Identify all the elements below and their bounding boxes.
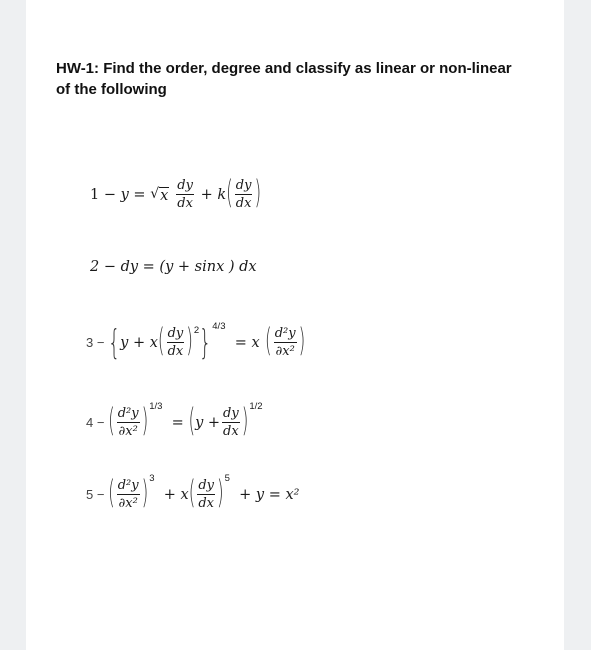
- equation-3: 3 − { y + x ( $\frac{dy}{dx}$ ) 2 } 4/3 = x ( $\frac{\text{d²y}}{\text{∂x²}}$ ): [86, 321, 306, 363]
- fraction-dy-dx: $\frac{dy}{dx}$: [177, 178, 193, 211]
- power-a: 3: [149, 473, 155, 484]
- equation-1-y: y: [120, 186, 129, 203]
- square-root: √ x: [150, 185, 169, 204]
- power-right: 1/2: [249, 401, 263, 412]
- fraction-dy-dx-paren: $\frac{dy}{dx}$: [235, 178, 252, 211]
- fraction-dy-dx: $\frac{dy}{dx}$: [223, 406, 239, 439]
- equation-2-text: 2 − dy = (y + sinx ) dx: [90, 259, 257, 275]
- equation-5: 5 − ( $\frac{\text{d²y}}{\text{∂x²}}$ ) 3 + x ( $\frac{dy}{dx}$ ) 5 + y = x²: [86, 473, 300, 513]
- constant-k: k: [217, 186, 227, 203]
- outer-power: 4/3: [212, 321, 226, 332]
- equation-5-label: 5: [86, 487, 94, 502]
- document-page: [26, 0, 564, 650]
- inner-power: 2: [193, 325, 200, 336]
- power-b: 5: [224, 473, 230, 484]
- homework-title: HW-1: Find the order, degree and classify as linear or non-linear of the following: [56, 60, 512, 98]
- equation-4-label: 4: [86, 415, 94, 430]
- fraction-d2y-dx2: $\frac{\text{d²y}}{\text{∂x²}}$: [117, 478, 139, 511]
- fraction-d2y-dx2: $\frac{\text{d²y}}{\text{∂x²}}$: [274, 326, 296, 359]
- fraction-dy-dx: $\frac{dy}{dx}$: [167, 326, 184, 359]
- equation-4: 4 − ( $\frac{\text{d²y}}{\text{∂x²}}$ ) 1/3 = ( y + $\frac{dy}{dx}$ ) 1/2: [86, 401, 263, 441]
- power-left: 1/3: [149, 401, 163, 412]
- equation-1: 1 − y = √ x $\frac{dy}{dx}$ + k ( $\frac{dy}{dx}$ ): [90, 174, 262, 213]
- equation-5-tail: + y = x²: [239, 486, 300, 503]
- equation-3-label: 3: [86, 335, 94, 350]
- equation-2: [90, 259, 257, 275]
- fraction-d2y-dx2: $\frac{\text{d²y}}{\text{∂x²}}$: [117, 406, 139, 439]
- fraction-dy-dx: $\frac{dy}{dx}$: [198, 478, 215, 511]
- equation-1-label: 1: [90, 186, 100, 203]
